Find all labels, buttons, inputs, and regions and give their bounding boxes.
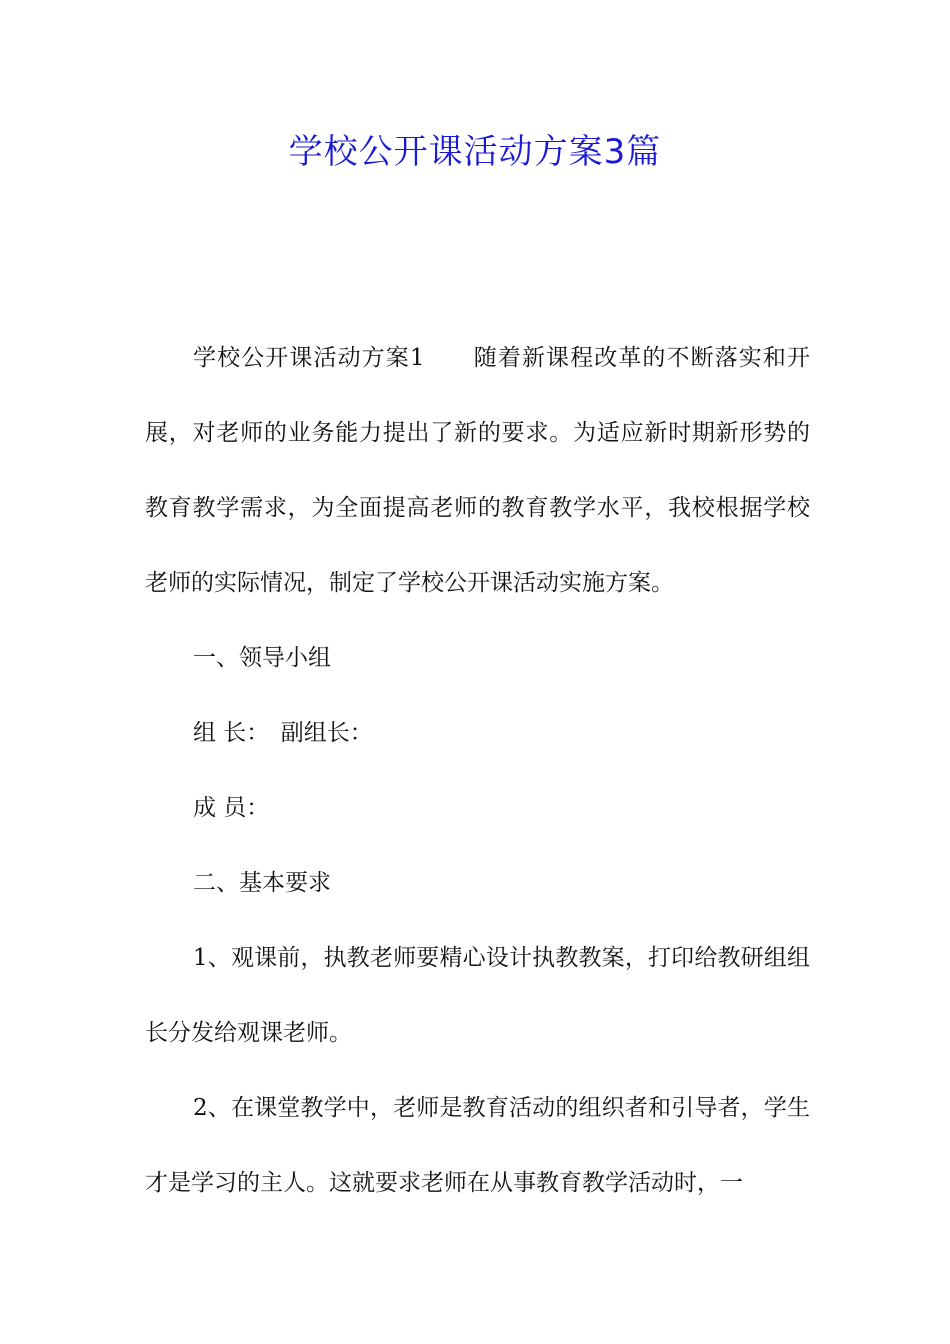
paragraph-requirement-2: 2、在课堂教学中，老师是教育活动的组织者和引导者，学生才是学习的主人。这就要求老师在从事教育教学活动时，一 [145, 1095, 810, 1196]
paragraph-group-leader: 组 长： 副组长： [193, 720, 373, 746]
paragraph-requirement-1: 1、观课前，执教老师要精心设计执教教案，打印给教研组组长分发给观课老师。 [145, 945, 810, 1046]
document-body [145, 321, 810, 1221]
heading-leadership-group: 一、领导小组 [193, 645, 331, 671]
paragraph-members: 成 员： [193, 795, 270, 821]
heading-basic-requirements: 二、基本要求 [193, 870, 331, 896]
paragraph-intro: 学校公开课活动方案1 随着新课程改革的不断落实和开展，对老师的业务能力提出了新的要求。为适应新时期新形势的教育教学需求，为全面提高老师的教育教学水平，我校根据学校老师的实际情况，制定了学校公开课活动实施方案。 [145, 345, 810, 596]
document-title: 学校公开课活动方案3篇 [288, 132, 662, 172]
